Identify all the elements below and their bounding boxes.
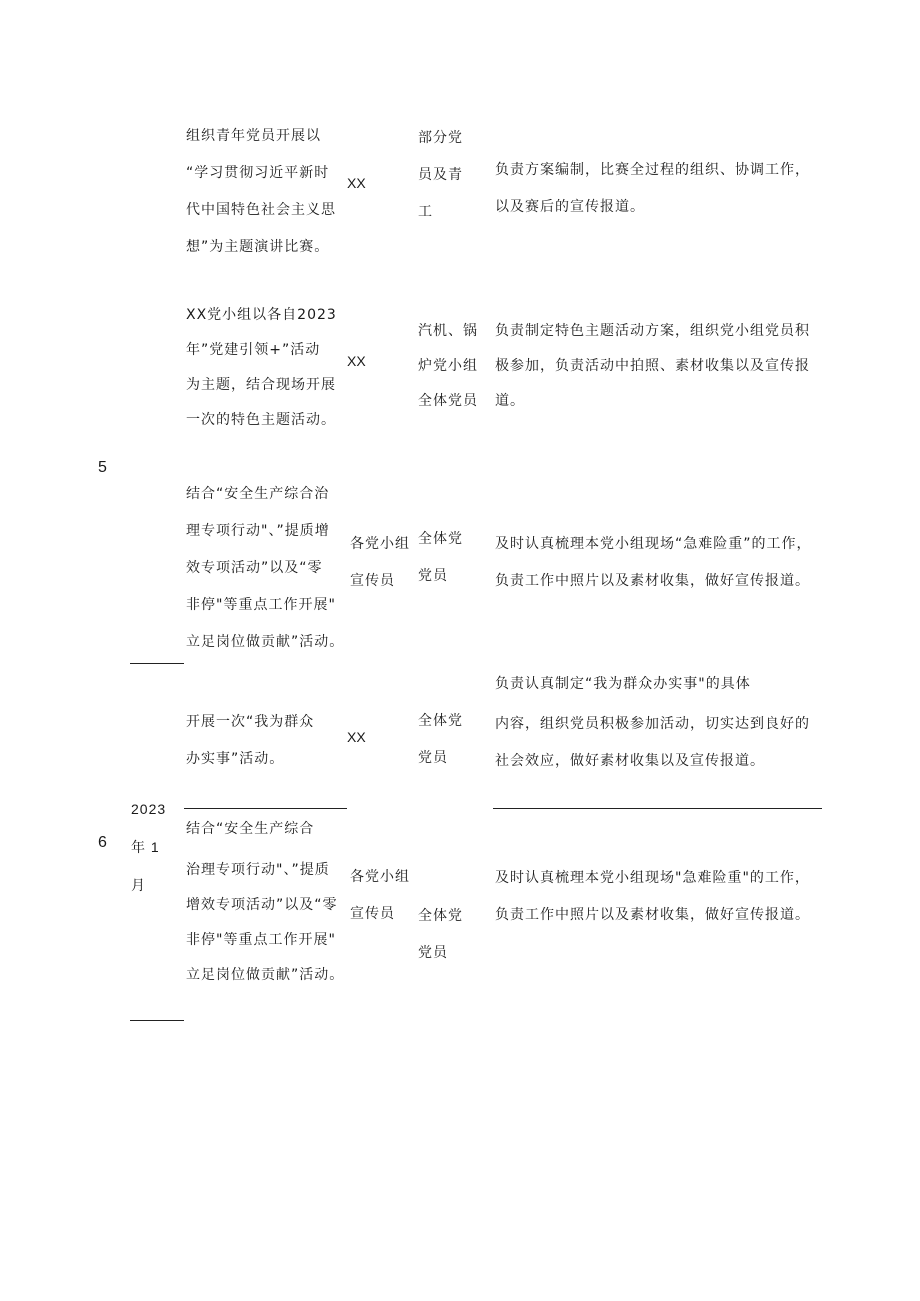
row1-participants [418, 120, 463, 231]
row5-time [131, 790, 166, 904]
row2-duty [495, 314, 810, 419]
text-line: 负责认真制定“我为群众办实事"的具体 [495, 676, 751, 692]
row-number-6: 6 [98, 834, 107, 851]
text-line: 结合“安全生产综合 [186, 821, 315, 837]
text-line: 负责工作中照片以及素材收集，做好宣传报道。 [495, 573, 810, 589]
row2-owner: XX [347, 353, 366, 369]
row1-content [186, 118, 336, 266]
text-line: 全体党 [418, 908, 463, 924]
text-line: 部分党 [418, 130, 463, 146]
text-line: 为主题，结合现场开展 [186, 377, 336, 393]
row1-owner: XX [347, 175, 366, 191]
row1-duty [495, 152, 810, 226]
text-line: 党员 [418, 945, 448, 961]
row3-content [186, 476, 344, 661]
row5-content-rest [186, 853, 344, 993]
text-line: 负责方案编制，比赛全过程的组织、协调工作， [495, 162, 810, 178]
rule-short-bottom [130, 1020, 184, 1021]
text-line: 非停"等重点工作开展" [186, 597, 336, 613]
text-line: 治理专项行动"、”提质 [186, 862, 330, 878]
text-line: 党员 [418, 750, 448, 766]
text-line: 年”党建引领+”活动 [186, 342, 321, 358]
rule-duty [493, 808, 822, 809]
row3-participants [418, 521, 463, 595]
text-line: 各党小组 [350, 536, 410, 552]
text-line: 汽机、锅 [418, 323, 478, 339]
row5-participants [418, 898, 463, 972]
text-line: 年 1 [131, 839, 160, 855]
text-line: 立足岗位做贡献”活动。 [186, 634, 345, 650]
text-line: 全体党 [418, 713, 463, 729]
row2-participants [418, 314, 478, 419]
text-line: 负责制定特色主题活动方案，组织党小组党员积 [495, 323, 810, 339]
row5-content [186, 811, 314, 848]
text-line: 员及青 [418, 167, 463, 183]
text-line: 办实事”活动。 [186, 751, 285, 767]
text-line: 党员 [418, 568, 448, 584]
row5-duty [495, 860, 810, 934]
text-line: 结合“安全生产综合治 [186, 486, 330, 502]
text-line: 全体党 [418, 531, 463, 547]
row4-owner: XX [347, 729, 366, 745]
row3-duty [495, 526, 812, 600]
text-line: 代中国特色社会主义思 [186, 202, 336, 218]
row4-content [186, 704, 314, 778]
text-line: 及时认真梳理本党小组现场"急难险重"的工作， [495, 870, 810, 886]
text-line: 道。 [495, 393, 525, 409]
text-line: 社会效应，做好素材收集以及宣传报道。 [495, 753, 765, 769]
text-line: 全体党员 [418, 393, 478, 409]
text-line: 炉党小组 [418, 358, 478, 374]
row4-participants [418, 703, 463, 777]
text-line: XX党小组以各自2023 [186, 307, 337, 323]
text-line: 开展一次“我为群众 [186, 714, 315, 730]
text-line: 极参加，负责活动中拍照、素材收集以及宣传报 [495, 358, 810, 374]
text-line: 非停"等重点工作开展" [186, 932, 336, 948]
text-line: 想”为主题演讲比赛。 [186, 239, 330, 255]
row4-duty-first [495, 666, 751, 703]
text-line: 组织青年党员开展以 [186, 128, 321, 144]
row2-content [186, 298, 337, 438]
row4-duty-rest [495, 706, 810, 780]
text-line: 各党小组 [350, 869, 410, 885]
text-line: 及时认真梳理本党小组现场“急难险重”的工作， [495, 536, 812, 552]
text-line: 增效专项活动”以及“零 [186, 897, 338, 913]
text-line: 负责工作中照片以及素材收集，做好宣传报道。 [495, 907, 810, 923]
text-line: 月 [131, 877, 146, 893]
text-line: 以及赛后的宣传报道。 [495, 199, 645, 215]
row3-owner [350, 526, 410, 600]
text-line: 立足岗位做贡献”活动。 [186, 967, 345, 983]
text-line: 效专项活动”以及“零 [186, 560, 323, 576]
rule-short [130, 663, 184, 664]
rule-content [184, 808, 347, 809]
text-line: 理专项行动"、”提质增 [186, 523, 330, 539]
text-line: 2023 [131, 801, 167, 817]
text-line: 一次的特色主题活动。 [186, 412, 336, 428]
row-number-5: 5 [98, 459, 107, 476]
text-line: 宣传员 [350, 906, 395, 922]
row5-owner [350, 859, 410, 933]
text-line: “学习贯彻习近平新时 [186, 165, 330, 181]
text-line: 宣传员 [350, 573, 395, 589]
text-line: 工 [418, 204, 433, 220]
text-line: 内容，组织党员积极参加活动，切实达到良好的 [495, 716, 810, 732]
